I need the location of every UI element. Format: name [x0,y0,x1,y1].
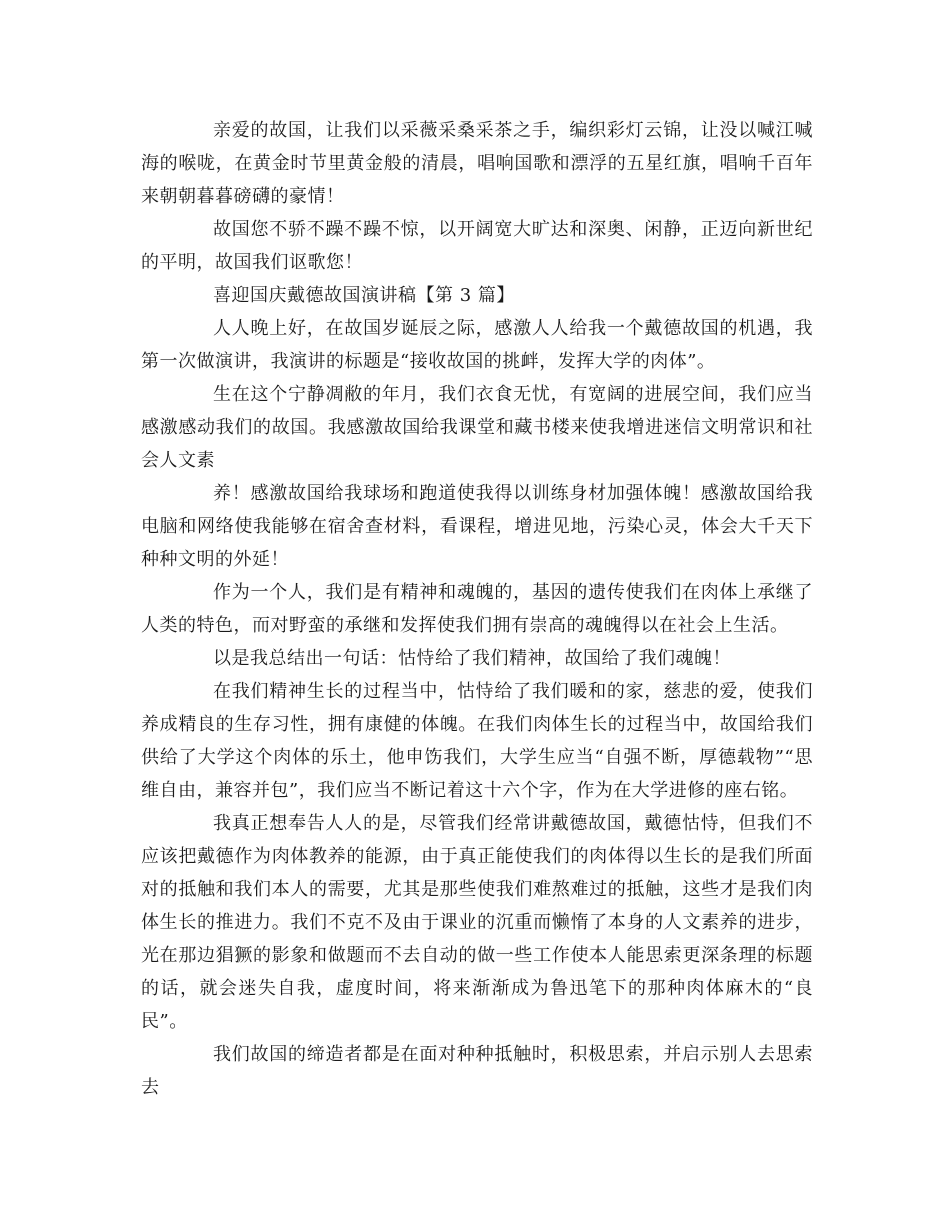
paragraph-8: 在我们精神生长的过程当中，怙恃给了我们暖和的家，慈悲的爱，使我们养成精良的生存习性，拥有康健的体魄。在我们肉体生长的过程当中，故国给我们供给了大学这个肉体的乐土，他申饬我们，大学生应当“自强不断，厚德载物”“思维自由，兼容并包”，我们应当不断记着这十六个字，作为在大学进修的座右铭。 [141,681,813,801]
paragraph-9: 我真正想奉告人人的是，尽管我们经常讲戴德故国，戴德怙恃，但我们不应该把戴德作为肉体教养的能源，由于真正能使我们的肉体得以生长的是我们所面对的抵触和我们本人的需要，尤其是那些使我们难熬难过的抵触，这些才是我们肉体生长的推进力。我们不克不及由于课业的沉重而懒惰了本身的人文素养的进步，光在那边猖獗的影象和做题而不去自动的做一些工作使本人能思索更深条理的标题的话，就会迷失自我，虚度时间，将来渐渐成为鲁迅笔下的那种肉体麻木的“良民”。 [141,813,813,1032]
paragraph-1: 亲爱的故国，让我们以采薇采桑采茶之手，编织彩灯云锦，让没以喊江喊海的喉咙，在黄金时节里黄金般的清晨，唱响国歌和漂浮的五星红旗，唱响千百年来朝朝暮暮磅礴的豪情！ [141,120,813,207]
paragraph-3: 人人晚上好，在故国岁诞辰之际，感激人人给我一个戴德故国的机遇，我第一次做演讲，我演讲的标题是“接收故国的挑衅，发挥大学的肉体”。 [141,318,813,372]
paragraph-10: 我们故国的缔造者都是在面对种种抵触时，积极思索，并启示别人去思索去 [141,1044,813,1098]
paragraph-6: 作为一个人，我们是有精神和魂魄的，基因的遗传使我们在肉体上承继了人类的特色，而对野蛮的承继和发挥使我们拥有崇高的魂魄得以在社会上生活。 [141,582,813,636]
section-heading: 喜迎国庆戴德故国演讲稿【第 3 篇】 [213,285,515,306]
paragraph-7: 以是我总结出一句话：怙恃给了我们精神，故国给了我们魂魄！ [213,648,731,669]
paragraph-4: 生在这个宁静凋敝的年月，我们衣食无忧，有宽阔的进展空间，我们应当感激感动我们的故国。我感激故国给我课堂和藏书楼来使我增进迷信文明常识和社会人文素 [141,384,813,471]
paragraph-5: 养！感激故国给我球场和跑道使我得以训练身材加强体魄！感激故国给我电脑和网络使我能够在宿舍查材料，看课程，增进见地，污染心灵，体会大千天下种种文明的外延！ [141,483,813,570]
document-body [141,114,813,1104]
paragraph-2: 故国您不骄不躁不躁不惊，以开阔宽大旷达和深奥、闲静，正迈向新世纪的平明，故国我们讴歌您！ [141,219,813,273]
